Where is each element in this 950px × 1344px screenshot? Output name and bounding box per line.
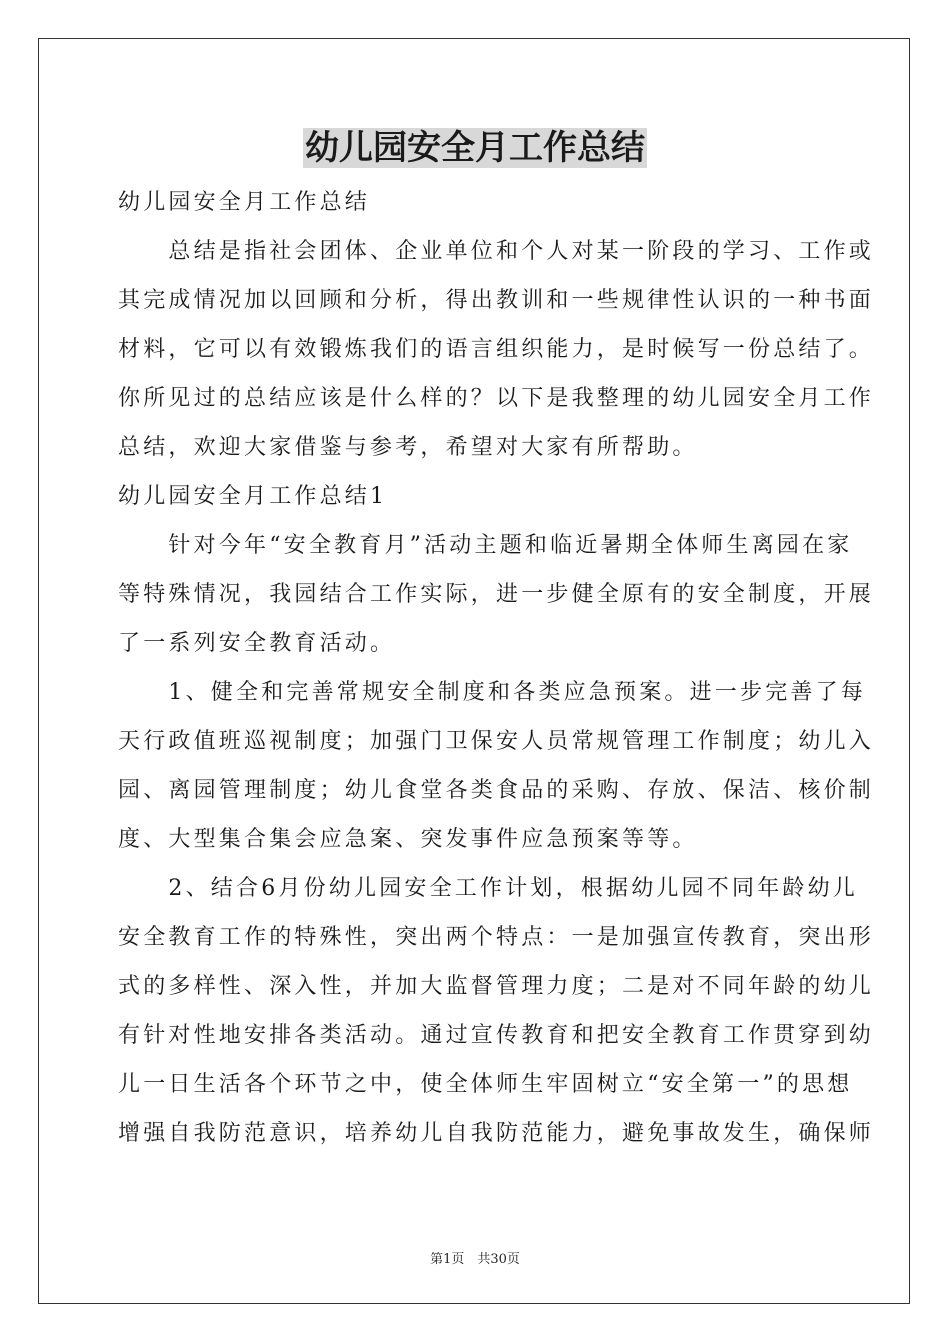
- body-line: 增强自我防范意识，培养幼儿自我防范能力，避免事故发生，确保师: [118, 1121, 875, 1146]
- body-line: 式的多样性、深入性，并加大监督管理力度；二是对不同年龄的幼儿: [118, 974, 875, 999]
- body-line: 幼儿园安全月工作总结: [118, 190, 371, 215]
- body-line: 园、离园管理制度；幼儿食堂各类食品的采购、存放、保洁、核价制: [118, 778, 875, 803]
- page-footer: [0, 1248, 950, 1267]
- document-title-text: 幼儿园安全月工作总结: [305, 128, 645, 168]
- body-line: 总结是指社会团体、企业单位和个人对某一阶段的学习、工作或: [118, 239, 875, 264]
- body-line: 安全教育工作的特殊性，突出两个特点：一是加强宣传教育，突出形: [118, 925, 875, 950]
- body-line: 针对今年“安全教育月”活动主题和临近暑期全体师生离园在家: [118, 533, 853, 558]
- body-line: 有针对性地安排各类活动。通过宣传教育和把安全教育工作贯穿到幼: [118, 1023, 875, 1048]
- body-line: 儿一日生活各个环节之中，使全体师生牢固树立“安全第一”的思想: [118, 1072, 853, 1097]
- body-line: 度、大型集合集会应急案、突发事件应急预案等等。: [118, 827, 698, 852]
- body-line: 总结，欢迎大家借鉴与参考，希望对大家有所帮助。: [118, 435, 698, 460]
- body-line: 其完成情况加以回顾和分析，得出教训和一些规律性认识的一种书面: [118, 288, 875, 313]
- page-number-label: 第1页 共30页: [430, 1252, 520, 1267]
- document-title: [0, 124, 950, 172]
- document-body: [118, 178, 875, 1158]
- body-line: 2、结合6月份幼儿园安全工作计划，根据幼儿园不同年龄幼儿: [118, 876, 858, 901]
- body-line: 天行政值班巡视制度；加强门卫保安人员常规管理工作制度；幼儿入: [118, 729, 875, 754]
- body-line: 你所见过的总结应该是什么样的？以下是我整理的幼儿园安全月工作: [118, 386, 875, 411]
- section-heading: 幼儿园安全月工作总结1: [118, 484, 388, 509]
- body-line: 等特殊情况，我园结合工作实际，进一步健全原有的安全制度，开展: [118, 582, 875, 607]
- body-line: 材料，它可以有效锻炼我们的语言组织能力，是时候写一份总结了。: [118, 337, 875, 362]
- body-line: 1、健全和完善常规安全制度和各类应急预案。进一步完善了每: [118, 680, 866, 705]
- body-line: 了一系列安全教育活动。: [118, 631, 396, 656]
